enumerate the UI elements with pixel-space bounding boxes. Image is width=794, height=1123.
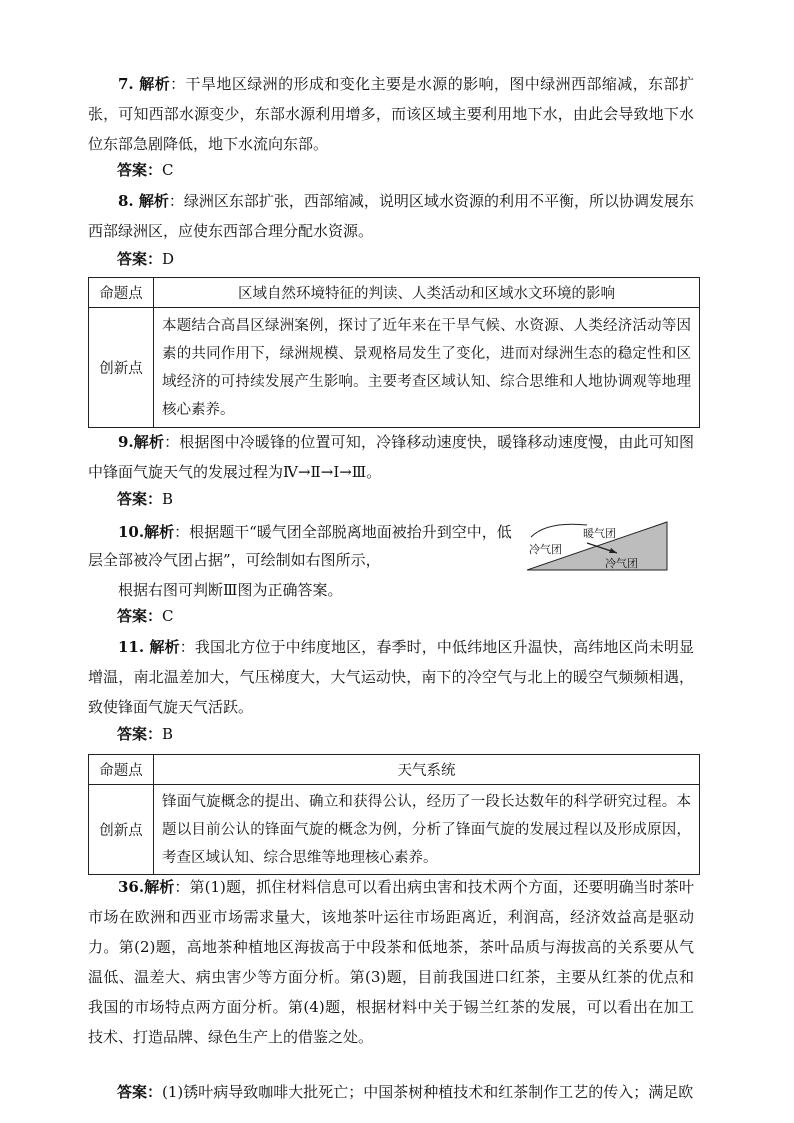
table-key: 创新点 (89, 785, 154, 875)
info-table-2 (88, 754, 700, 875)
q11-text: ：我国北方位于中纬度地区，春季时，中低纬地区升温快，高纬地区尚未明显增温，南北温差加大，气压梯度大，大气运动快，南下的冷空气与北上的暖空气频频相遇，致使锋面气旋天气活跃。 (88, 638, 694, 716)
q9-label: 9.解析 (118, 433, 165, 451)
q7-explanation (88, 69, 694, 159)
q11-explanation (88, 632, 694, 722)
q8-explanation (88, 186, 694, 246)
table-value: 区域自然环境特征的判读、人类活动和区域水文环境的影响 (154, 278, 700, 308)
q9-explanation (88, 427, 694, 487)
warm-air-arc (531, 524, 587, 537)
table-value: 本题结合高昌区绿洲案例，探讨了近年来在干旱气候、水资源、人类经济活动等因素的共同作用下，绿洲规模、景观格局发生了变化，进而对绿洲生态的稳定性和区域经济的可持续发展产生影响。主要考查区域认知、综合思维和人地协调观等地理核心素养。 (154, 308, 700, 428)
answer-value: B (162, 725, 174, 743)
cold-air-label-left: 冷气团 (529, 543, 562, 556)
table-key: 命题点 (89, 755, 154, 785)
q7-answer (117, 158, 174, 182)
q36-label: 36.解析 (118, 878, 175, 896)
answer-value: (1)锈叶病导致咖啡大批死亡；中国茶树种植技术和红茶制作工艺的传入；满足欧 (162, 1083, 694, 1101)
q9-text: ：根据图中冷暖锋的位置可知，冷锋移动速度快，暖锋移动速度慢，由此可知图中锋面气旋天气的发展过程为Ⅳ→Ⅱ→Ⅰ→Ⅲ。 (88, 433, 694, 481)
answer-label: 答案： (117, 607, 163, 625)
front-diagram (527, 517, 677, 577)
cold-air-label-bottom: 冷气团 (605, 557, 638, 570)
q10-line3: 根据右图可判断Ⅲ图为正确答案。 (118, 581, 343, 599)
answer-label: 答案： (117, 490, 163, 508)
q10-line2: 层全部被冷气团占据”，可绘制如右图所示， (88, 551, 381, 569)
answer-label: 答案： (117, 161, 163, 179)
q9-answer (117, 487, 173, 511)
q10-label: 10.解析 (118, 523, 175, 541)
table-key: 创新点 (89, 308, 154, 428)
table-value: 天气系统 (154, 755, 700, 785)
q8-text: ：绿洲区东部扩张，西部缩减，说明区域水资源的利用不平衡，所以协调发展东西部绿洲区，应使东西部合理分配水资源。 (88, 192, 694, 240)
info-table-1 (88, 277, 700, 428)
answer-label: 答案： (117, 250, 163, 268)
q10-line1: ：根据题干“暖气团全部脱离地面被抬升到空中，低 (174, 523, 512, 541)
q7-text: ：干旱地区绿洲的形成和变化主要是水源的影响，图中绿洲西部缩减，东部扩张，可知西部水源变少，东部水源利用增多，而该区域主要利用地下水，由此会导致地下水位东部急剧降低，地下水流向东部。 (88, 75, 694, 153)
q7-label: 7. 解析 (118, 75, 171, 93)
answer-value: C (162, 161, 174, 179)
q36-text: ：第(1)题，抓住材料信息可以看出病虫害和技术两个方面，还要明确当时茶叶市场在欧洲和西亚市场需求量大，该地茶叶运往市场距离近，利润高，经济效益高是驱动力。第(2)题，高地茶种植地区海拔高于中段茶和低地茶，茶叶品质与海拔高的关系要从气温低、温差大、病虫害少等方面分析。第(3)题，目前我国进口红茶，主要从红茶的优点和我国的市场特点两方面分析。第(4)题，根据材料中关于锡兰红茶的发展，可以看出在加工技术、打造品牌、绿色生产上的借鉴之处。 (88, 878, 694, 1046)
q36-answer (117, 1080, 697, 1104)
answer-value: B (162, 490, 174, 508)
q10-explanation (118, 518, 518, 546)
table-key: 命题点 (89, 278, 154, 308)
q8-answer (117, 247, 174, 271)
q36-explanation (88, 872, 694, 1052)
q8-label: 8. 解析 (118, 192, 169, 210)
answer-value: D (162, 250, 175, 268)
q10-answer (117, 604, 174, 628)
warm-air-label: 暖气团 (583, 527, 616, 540)
table-value: 锋面气旋概念的提出、确立和获得公认，经历了一段长达数年的科学研究过程。本题以目前公认的锋面气旋的概念为例，分析了锋面气旋的发展过程以及形成原因，考查区域认知、综合思维等地理核心素养。 (154, 785, 700, 875)
answer-label: 答案： (117, 725, 163, 743)
answer-value: C (162, 607, 174, 625)
q11-answer (117, 722, 173, 746)
answer-label: 答案： (117, 1083, 163, 1101)
q11-label: 11. 解析 (118, 638, 180, 656)
